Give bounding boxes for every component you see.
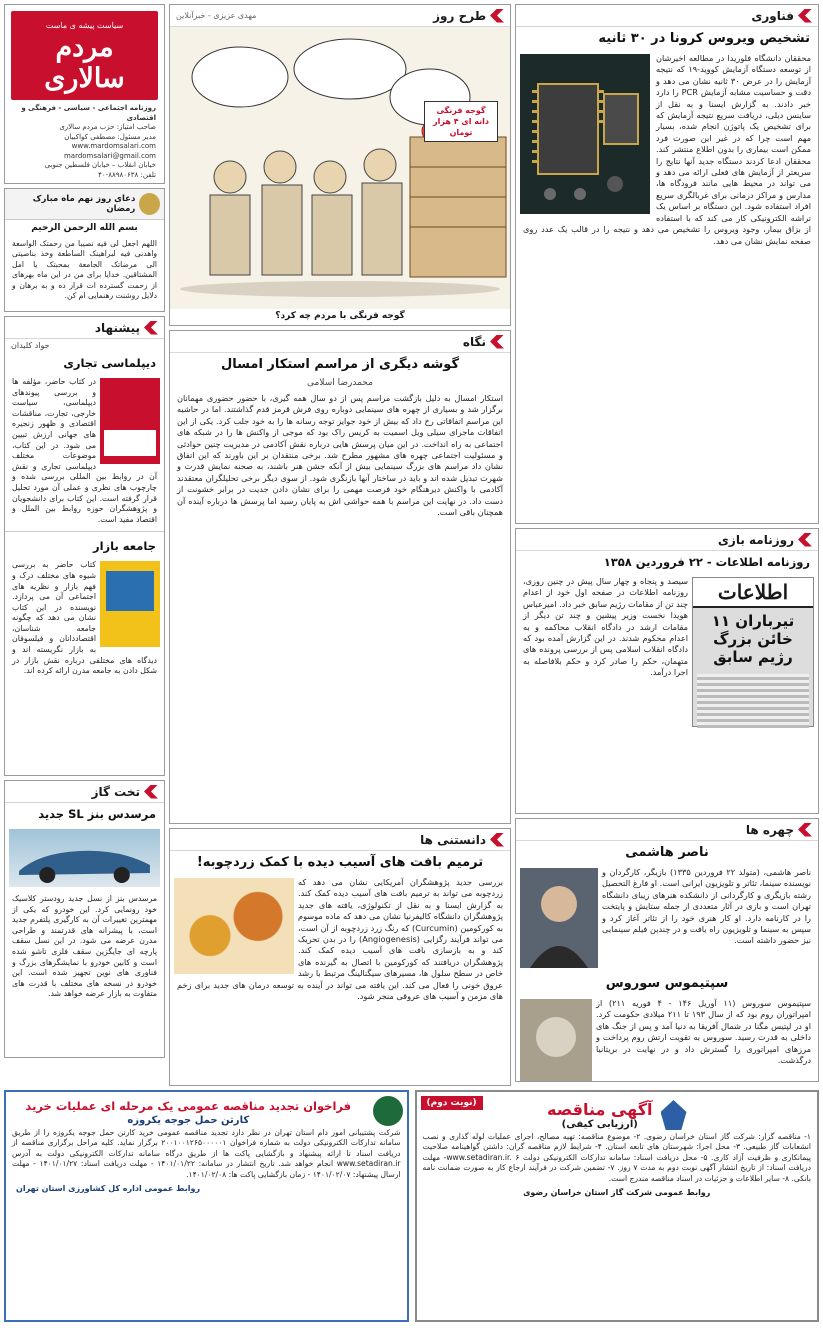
- book1-title: دیپلماسی تجاری: [63, 356, 156, 370]
- book2-title: جامعه بازار: [92, 539, 156, 554]
- clipping-masthead: اطلاعات: [693, 578, 813, 608]
- science-body: بررسی جدید پژوهشگران آمریکایی نشان می دهد که زردچوبه می تواند به ترمیم بافت های آسیب دیده کمک کند. به گزارش ایسنا و به نقل از تکنولوژی، یافته های جدید پژوهشگران دانشگاه کالیفرنیا نشان می دهد که ماده موسوم به کورکومین (Curcumin) که رنگ زرد زردچوبه از آن است، می تواند فرآیند رگزایی (Angiogenesis) را در بدن تحریک کند و به بازسازی بافت های آسیب دیده کمک کند. پژوهشگران دریافتند که کورکومین با اتصال به گیرنده های خاص در سطح سلول ها، مسیرهای سیگنالینگ مرتبط با رشد عروق خونی را فعال می کند. این یافته می تواند در آینده به توسعه درمان های جدید برای زخم های مزمن و آسیب های عروقی منجر شود.: [177, 877, 503, 1002]
- science-section-label: دانستنی ها: [420, 832, 486, 847]
- livestock-ad-title: فراخوان تجدید مناقصه عمومی یک مرحله ای عملیات خرید: [25, 1098, 352, 1113]
- bust-silhouette: [520, 999, 592, 1082]
- right-column: [515, 4, 819, 1086]
- prayer-icon: [139, 193, 160, 215]
- science-title: ترمیم بافت های آسیب دیده با کمک زردچوبه!: [196, 855, 484, 870]
- cartoon-illustration: [170, 27, 510, 309]
- person2-body: سپتیموس سوروس (۱۱ آوریل ۱۴۶ - ۴ فوریه ۲۱۱) از امپراتوران روم بود که از سال ۱۹۳ تا ۲۱۱ میلادی حکومت کرد. او در لپتیس مگنا در شمال آفریقا به دنیا آمد و پس از جنگ های داخلی به قدرت رسید. سوروس به تقویت ارتش روم پرداخت و مرزهای امپراتوری را گسترش داد و در نهایت در بریتانیا درگذشت.: [596, 998, 811, 1066]
- newspaper-logo: [11, 11, 158, 100]
- livestock-logo-icon: [373, 1096, 403, 1126]
- turmeric-photo: [174, 878, 294, 974]
- crate-sign: گوجه فرنگی دانه ای ۴ هزار تومان: [424, 101, 498, 142]
- masthead-website[interactable]: www.mardomsalari.com: [71, 142, 156, 150]
- masthead-address: خیابان انقلاب – خیابان فلسطین جنوبی: [44, 161, 156, 169]
- prayer-banner-text: دعای روز نهم ماه مبارک رمضان: [32, 194, 136, 214]
- gas-company-logo-icon: [661, 1100, 687, 1130]
- technology-header: [516, 5, 818, 27]
- technology-section: [515, 4, 819, 524]
- book1-body: در کتاب حاضر، مؤلفه ها و بررسی پیوندهای دیپلماسی، سیاست خارجی، تجارت، مناقشات اقتصادی و ظهور زنجیره های جهانی ارزش تبیین می شود. در این کتاب، موضوعات مختلف دیپلماسی تجاری و نقش آن در روابط بین المللی بررسی شده و چارچوب های نظری و عملی آن مورد تحلیل قرار گرفته است. این کتاب برای دانشجویان و پژوهشگران حوزه روابط بین الملل و اقتصاد مفید است.: [12, 377, 157, 524]
- gas-ad-subtitle: (ارزیابی کیفی): [561, 1119, 638, 1130]
- masthead: [4, 4, 165, 184]
- faces-header: [516, 819, 818, 841]
- suggestion-author: جواد کلیدان: [11, 341, 50, 350]
- science-section: [169, 828, 511, 1086]
- note-header: [170, 331, 510, 353]
- technology-body: محققان دانشگاه فلوریدا در مطالعه اخیرشان از توسعه دستگاه آزمایش کووید-۱۹ که نتیجه آزمایش را در عرض ۳۰ ثانیه نشان می دهد و دقت و حساسیت مشابه آزمایش PCR را دارد خبر دادند. به گزارش ایسنا و به نقل از ساینس دیلی، دریافت سریع نتیجه آزمایش که برای تشخیص یک پاتوژن انجام شده، بسیار مهم است چرا که در غیر این صورت فرد ممکن است بیماری را بدون اطلاع منتشر کند. محققان ادعا کردند دستگاه جدید آنها نتایج را سریعتر از آزمایش های فعلی ارائه می دهد و می تواند در محیط هایی مانند فرودگاه ها، مدارس و مراکز درمانی برای غربالگری سریع افراد استفاده شود. این دستگاه بر اساس یک تراشه الکترونیکی کار می کند که با استفاده از بزاق بیمار، وجود ویروس را تشخیص می دهد و نتیجه را در قالب یک عدد روی صفحه نمایش نشان می دهد.: [523, 53, 811, 246]
- cartoon-section: [169, 4, 511, 326]
- car-section: [4, 780, 165, 1058]
- masthead-info: [11, 100, 158, 184]
- person2-bust-photo: [520, 999, 592, 1082]
- history-section-label: روزنامه بازی: [717, 532, 794, 547]
- clipping-text-lines: [697, 674, 809, 728]
- logo-tagline: سیاست پیشه ی ماست: [45, 21, 124, 30]
- masthead-kind: روزنامه اجتماعی - سیاسی - فرهنگی و اقتصادی: [21, 104, 156, 122]
- gas-ad-text: ۱- مناقصه گزار: شرکت گاز استان خراسان رضوی. ۲- موضوع مناقصه: تهیه مصالح، اجرای عملیات لوله گذاری و نصب انشعابات گاز طبیعی. ۳- محل اجرا: شهرستان های تابعه استان. ۴- شرایط لازم مناقصه گران: داشتن گواهینامه صلاحیت پیمانکاری و ظرفیت آزاد کاری. ۵- محل دریافت اسناد: سامانه تدارکات الکترونیکی دولت www.setadiran.ir. ۶- مهلت دریافت اسناد: از تاریخ انتشار آگهی نوبت دوم به مدت ۷ روز. ۷- تضمین شرکت در فرآیند ارجاع کار به صورت ضمانت نامه بانکی. ۸- سایر اطلاعات و جزئیات در اسناد مناقصه مندرج است.: [422, 1132, 812, 1183]
- cartoon-drawing: [170, 27, 510, 309]
- gas-ad-footer: روابط عمومی شرکت گاز استان خراسان رضوی: [523, 1188, 711, 1198]
- book-divider: [5, 531, 164, 532]
- car-photo: [9, 829, 160, 887]
- old-newspaper-clipping: [692, 577, 814, 727]
- suggestion-section: [4, 316, 165, 776]
- middle-column: [169, 4, 511, 1090]
- cartoon-header: [170, 5, 510, 27]
- science-header: [170, 829, 510, 851]
- ads-strip: [4, 1090, 819, 1322]
- masthead-editor: مدیر مسئول: مصطفی کواکبیان: [64, 132, 156, 141]
- note-body: استکار امسال به دلیل بازگشت مراسم پس از دو سال همه گیری، با حضور حضوری مهمانان برگزار شد و بسیاری از چهره های سینمایی دوباره روی فرش قرمز قدم گذاشتند. اما در حاشیه این مراسم اتفاقاتی رخ داد که بیش از خود جوایز توجه رسانه ها را به خود جلب کرد. یکی از این اتفاقات ماجرای سیلی ویل اسمیت به کریس راک بود که موجی از واکنش ها را در شبکه های اجتماعی به راه انداخت. در این میان پرسش هایی درباره نقش آکادمی در مدیریت چنین حوادثی و مسئولیت اجتماعی چهره های مشهور مطرح شد. برخی منتقدان بر این باورند که این اتفاق نشان داد مراسم های بزرگ سینمایی بیش از آنکه جشن هنر باشند، به صحنه نمایش قدرت و شهرت تبدیل شده اند و باید در ساختار آنها بازنگری شود. از سوی دیگر برخی تحلیلگران معتقدند آکادمی با واکنش دیرهنگام خود فرصت مهمی را برای نشان دادن جدیت در برابر خشونت از دست داد. در نهایت این مراسم با همه حواشی اش به پایان رسید اما پرسش ها درباره آینده آن همچنان باقی است.: [177, 393, 503, 518]
- history-title: روزنامه اطلاعات - ۲۲ فروردین ۱۳۵۸: [603, 555, 810, 569]
- chip-photo: [520, 54, 650, 214]
- section-arrow-icon: [144, 321, 158, 335]
- person1-name: ناصر هاشمی: [625, 845, 709, 860]
- livestock-ad-subtitle: کارتن حمل جوجه یکروزه: [127, 1114, 250, 1126]
- ad-round-badge: (نوبت دوم): [421, 1096, 483, 1110]
- book2-cover-panel: [106, 571, 154, 611]
- bismillah: بسم الله الرحمن الرحیم: [31, 223, 138, 233]
- car-section-label: تخت گاز: [91, 784, 140, 799]
- note-author: محمدرضا اسلامی: [307, 378, 373, 388]
- person2-name: سپتیموس سوروس: [605, 976, 729, 991]
- technology-section-label: فناوری: [751, 8, 794, 23]
- person1-portrait: [520, 868, 598, 968]
- prayer-section: [4, 188, 165, 312]
- note-section-label: نگاه: [462, 334, 486, 349]
- masthead-phone: تلفن: ۸۸۹۸۰۶۳۸-۴۰: [98, 170, 156, 179]
- car-silhouette: [9, 829, 160, 887]
- cartoon-section-label: طرح روز: [433, 8, 486, 23]
- car-header: [5, 781, 164, 803]
- section-arrow-icon: [490, 9, 504, 23]
- faces-section-label: چهره ها: [745, 822, 794, 837]
- car-body: مرسدس بنز از نسل جدید رودستر کلاسیک خود رونمایی کرد. این خودرو که یکی از مهمترین تغییرات آن به کارگیری پلتفرم جدید است، با پیشرانه های قدرتمند و طراحی مدرن عرضه می شود. در این نسل سقف پارچه ای جایگزین سقف فلزی تاشو شده است و کابین خودرو با نمایشگرهای بزرگ و فناوری های نوین تجهیز شده است. این خودرو در نسخه های مختلف با قدرت های متفاوت به بازار عرضه خواهد شد.: [12, 894, 157, 999]
- section-arrow-icon: [144, 785, 158, 799]
- book2-cover: [100, 561, 160, 647]
- technology-title: تشخیص ویروس کرونا در ۳۰ ثانیه: [598, 31, 810, 46]
- livestock-ad-footer: روابط عمومی اداره کل کشاورزی استان تهران: [16, 1184, 201, 1194]
- clipping-headline: تیرباران ۱۱ خائن بزرگ رژیم سابق: [711, 612, 795, 666]
- section-arrow-icon: [490, 833, 504, 847]
- history-header: [516, 529, 818, 551]
- history-body: سیصد و پنجاه و چهار سال پیش در چنین روزی، روزنامه اطلاعات در صفحه اول خود از اعدام چند تن از مقامات رژیم سابق خبر داد. امیرعباس هویدا نخست وزیر پیشین و چند تن دیگر از مقامات ارشد در دادگاه انقلاب محاکمه و به اعدام محکوم شدند. در این گزارش آمده بود که دادگاه انقلاب اسلامی پس از بررسی پرونده های متهمان، حکم را صادر کرد و حکم بلافاصله به اجرا درآمد.: [523, 576, 688, 678]
- car-title: مرسدس بنز SL جدید: [38, 807, 156, 821]
- person1-body: ناصر هاشمی، (متولد ۲۲ فروردین ۱۳۳۵) بازیگر، کارگردان و نویسنده سینما، تئاتر و تلویزیون ایرانی است. او فارغ التحصیل رشته بازیگری و کارگردانی از دانشکده هنرهای زیبای دانشگاه تهران است و بازی در آثار متعددی از جمله ستایش و پایتخت را در کارنامه دارد. او کار هنری خود را از تئاتر آغاز کرد و سپس به سینما و تلویزیون راه یافت و در چندین فیلم سینمایی نیز حضور داشته است.: [602, 867, 812, 946]
- prayer-text: اللهم اجعل لی فیه نصیبا من رحمتک الواسعة واهدنی فیه لبراهینک الساطعة وخذ بناصیتی الی مرضاتک الجامعة بمحبتک یا امل المشتاقین. خدایا برای من در این ماه بهرهای از رحمت گسترده ات قرار ده و به برهان و دلایل روشنت رهنمایی ام کن.: [12, 239, 157, 301]
- prayer-banner: [5, 189, 164, 220]
- book1-cover: [100, 378, 160, 464]
- gas-tender-ad: [415, 1090, 820, 1322]
- masthead-license: صاحب امتیاز: حزب مردم سالاری: [59, 123, 156, 131]
- cartoon-artist: مهدی عزیزی - خبرآنلاین: [176, 11, 257, 20]
- circuit-board-illustration: [520, 54, 650, 214]
- livestock-ad-text: شرکت پشتیبانی امور دام استان تهران در نظر دارد تجدید مناقصه عمومی خرید کارتن حمل جوجه یکروزه را از طریق سامانه تدارکات الکترونیکی دولت به شماره فراخوان ۲۰۰۱۰۰۱۲۶۵۰۰۰۰۰۱ برگزار نماید. کلیه مراحل برگزاری مناقصه از دریافت اسناد تا ارائه پیشنهاد و بازگشایی پاکت ها از طریق درگاه سامانه تدارکات الکترونیکی دولت به آدرس www.setadiran.ir انجام خواهد شد. تاریخ انتشار در سامانه: ۱۴۰۱/۰۱/۲۲ - مهلت دریافت اسناد: ۱۴۰۱/۰۱/۲۷ - مهلت ارسال پیشنهاد: ۱۴۰۱/۰۲/۰۷ - زمان بازگشایی پاکت ها: ۱۴۰۱/۰۲/۰۸.: [12, 1128, 401, 1179]
- suggestion-header: [5, 317, 164, 339]
- note-title: گوشه دیگری از مراسم استکار امسال: [221, 357, 459, 372]
- history-section: [515, 528, 819, 814]
- note-section: [169, 330, 511, 824]
- section-arrow-icon: [490, 335, 504, 349]
- cartoon-caption: گوجه فرنگی با مردم چه کرد؟: [275, 311, 405, 321]
- left-column: [4, 4, 165, 1062]
- gas-ad-title: آگهی مناقصه: [547, 1100, 653, 1119]
- faces-section: [515, 818, 819, 1082]
- section-arrow-icon: [798, 9, 812, 23]
- portrait-silhouette: [520, 868, 598, 968]
- book1-cover-panel: [104, 430, 156, 456]
- livestock-tender-ad: [4, 1090, 409, 1322]
- book2-body: کتاب حاضر به بررسی شیوه های مختلف درک و فهم بازار و نظریه های اجتماعی آن می پردازد. نویسنده در این کتاب نشان می دهد که چگونه جامعه شناسان، اقتصاددانان و فیلسوفان به بازار نگریسته اند و دیدگاه های مختلفی درباره نقش بازار در شکل دادن به جامعه مدرن ارائه کرده اند.: [12, 560, 157, 676]
- logo-text: مردم سالاری: [44, 32, 125, 94]
- section-arrow-icon: [798, 533, 812, 547]
- section-arrow-icon: [798, 823, 812, 837]
- livestock-ad-header: [10, 1096, 403, 1126]
- suggestion-section-label: پیشنهاد: [94, 320, 140, 335]
- masthead-email[interactable]: mardomsalari@gmail.com: [63, 151, 156, 160]
